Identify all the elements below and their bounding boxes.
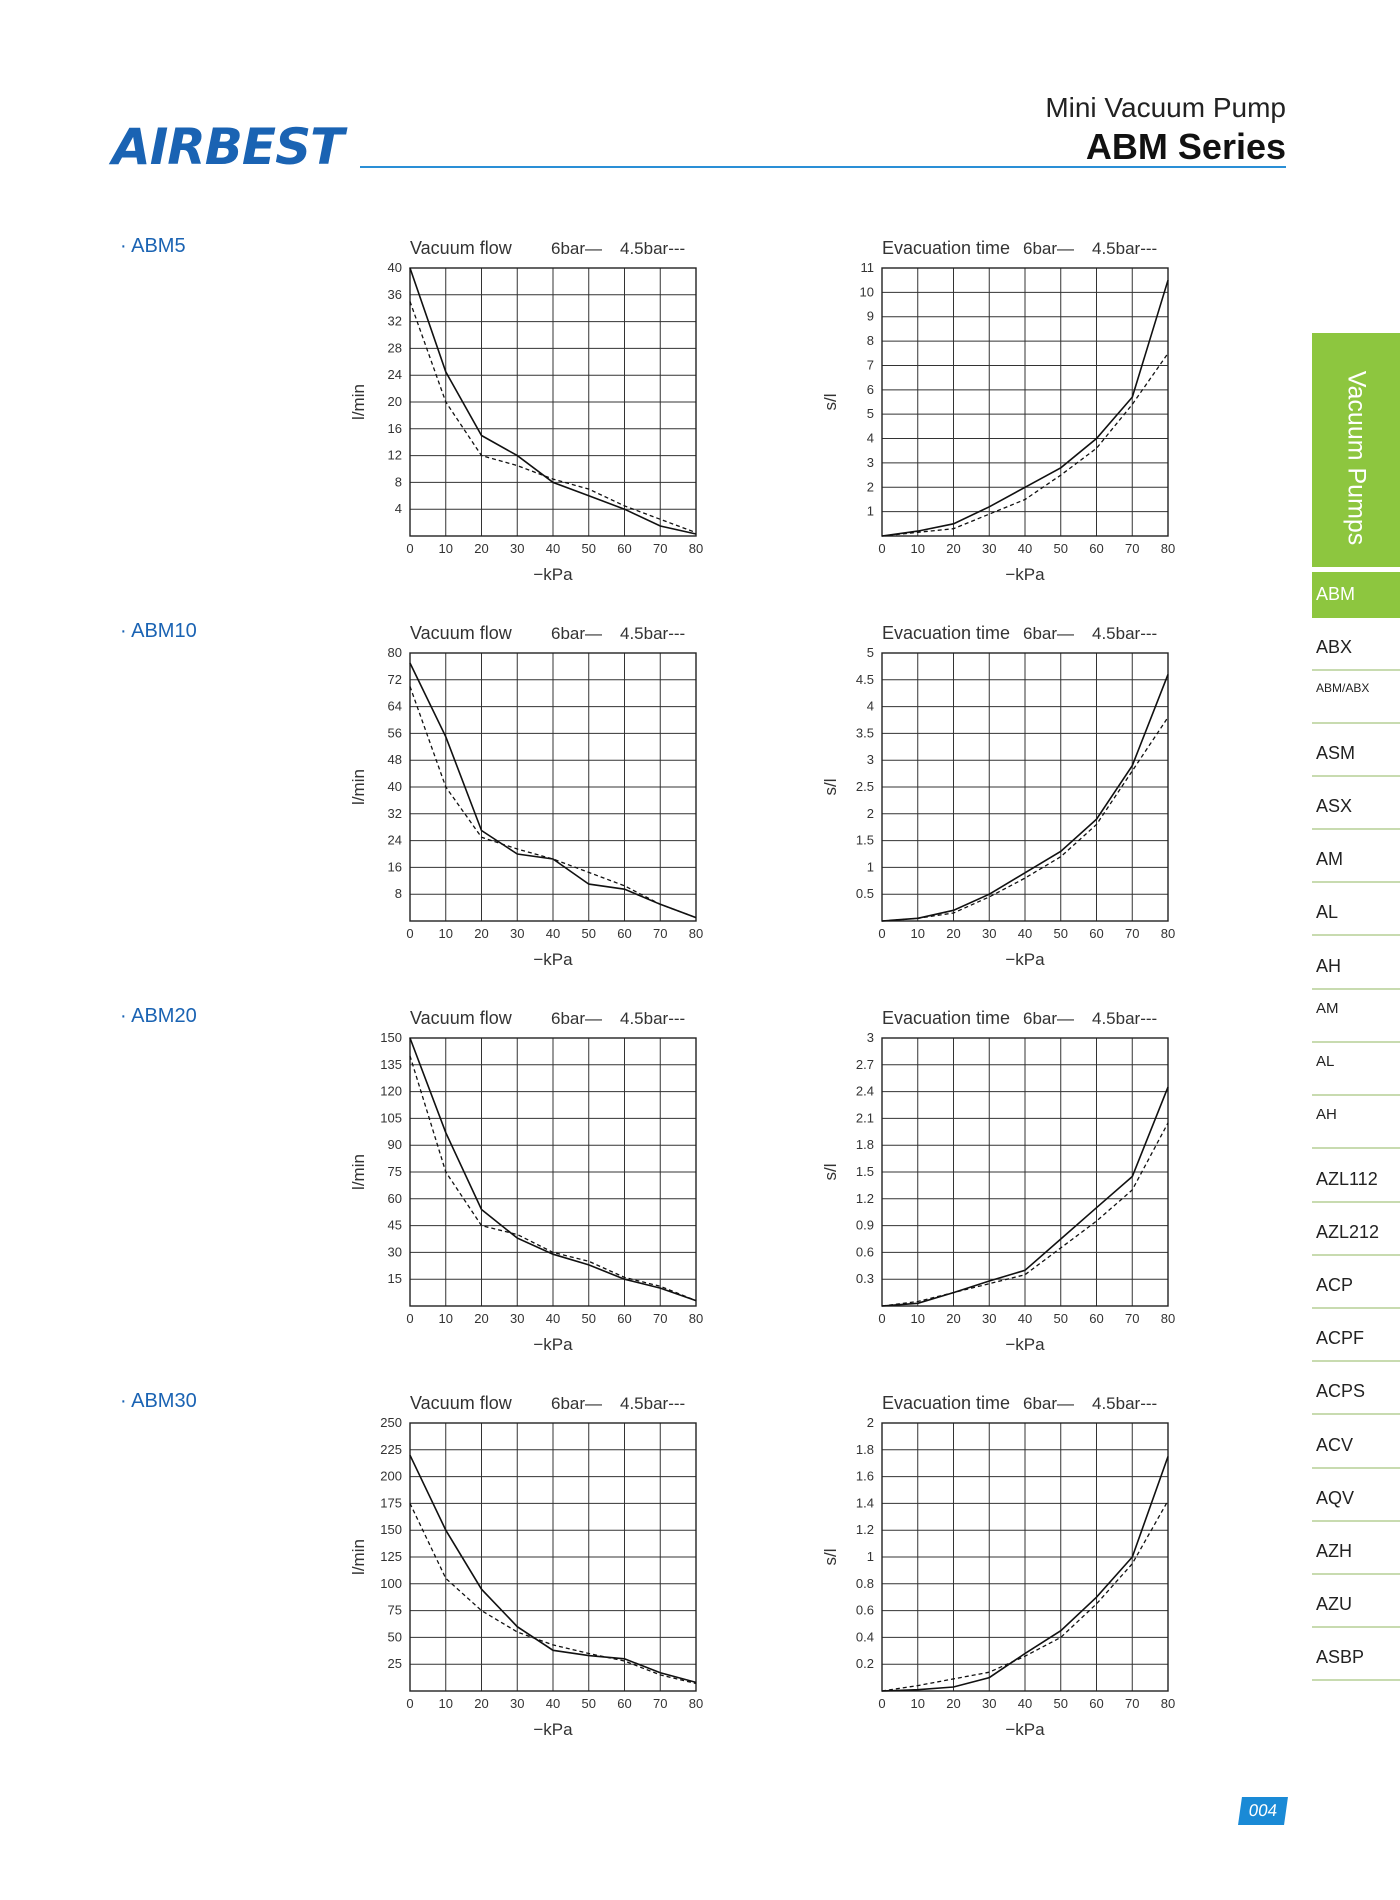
x-tick-label: 60: [617, 926, 632, 941]
y-tick-label: 9: [866, 308, 874, 324]
sidebar-tab-label: ABM/ABX: [1316, 681, 1370, 695]
y-tick-label: 6: [866, 381, 874, 397]
y-tick-label: 45: [387, 1217, 402, 1233]
y-tick-label: 64: [387, 698, 402, 714]
x-tick-label: 0: [878, 541, 886, 556]
y-tick-label: 75: [387, 1164, 402, 1179]
chart-title: Evacuation time: [882, 1008, 1011, 1028]
sidebar-tab-6[interactable]: [1312, 837, 1400, 883]
sidebar-tab-label: ABM: [1316, 584, 1356, 604]
x-tick-label: 50: [1053, 1696, 1068, 1711]
sidebar-tab-18[interactable]: [1312, 1476, 1400, 1522]
x-tick-label: 10: [910, 1311, 925, 1326]
y-tick-label: 72: [387, 671, 402, 687]
y-tick-label: 3: [866, 1030, 874, 1045]
x-tick-label: 70: [1125, 926, 1140, 941]
x-tick-label: 60: [1089, 1311, 1104, 1326]
y-tick-label: 2: [866, 479, 874, 495]
x-tick-label: 40: [1017, 1311, 1033, 1326]
y-tick-label: 1.2: [855, 1190, 874, 1206]
y-axis-label: s/l: [821, 778, 840, 796]
x-tick-label: 60: [617, 1311, 632, 1326]
y-tick-label: 1.6: [855, 1468, 874, 1484]
y-tick-label: 5: [866, 645, 874, 660]
x-tick-label: 10: [438, 541, 453, 556]
y-tick-label: 24: [387, 832, 402, 848]
x-tick-label: 30: [982, 541, 997, 556]
y-tick-label: 1: [866, 1549, 874, 1564]
y-tick-label: 0.9: [855, 1217, 874, 1233]
y-tick-label: 20: [387, 394, 402, 409]
y-tick-label: 8: [394, 474, 402, 490]
y-tick-label: 8: [866, 333, 874, 349]
sidebar-tab-label: AL: [1316, 1053, 1335, 1070]
x-tick-label: 70: [653, 1311, 668, 1326]
y-tick-label: 150: [380, 1522, 402, 1538]
sidebar-tab-13[interactable]: [1312, 1210, 1400, 1256]
x-tick-label: 20: [946, 1311, 961, 1326]
y-tick-label: 135: [380, 1056, 402, 1072]
chart-title: Evacuation time: [882, 623, 1011, 643]
x-tick-label: 80: [1160, 541, 1176, 556]
x-tick-label: 0: [406, 1311, 414, 1326]
legend-6bar: 6bar—: [551, 1009, 603, 1028]
chart-title: Vacuum flow: [410, 1008, 512, 1028]
sidebar-tab-5[interactable]: [1312, 784, 1400, 830]
sidebar-tab-4[interactable]: [1312, 731, 1400, 777]
y-tick-label: 1.5: [855, 1164, 874, 1179]
y-tick-label: 250: [380, 1415, 402, 1430]
y-tick-label: 105: [380, 1110, 402, 1126]
x-tick-label: 50: [1053, 541, 1068, 556]
y-tick-label: 4: [866, 430, 874, 446]
legend-45bar: 4.5bar---: [620, 239, 686, 258]
x-axis-label: −kPa: [1005, 1720, 1045, 1739]
x-tick-label: 80: [688, 541, 704, 556]
x-tick-label: 20: [474, 541, 489, 556]
y-tick-label: 1.8: [855, 1441, 874, 1457]
y-tick-label: 1.2: [855, 1522, 874, 1538]
legend-45bar: 4.5bar---: [620, 1394, 686, 1413]
x-axis-label: −kPa: [1005, 565, 1045, 584]
y-tick-label: 36: [387, 286, 402, 302]
sidebar-tab-17[interactable]: [1312, 1423, 1400, 1469]
sidebar-tab-2[interactable]: [1312, 625, 1400, 671]
sidebar-tab-20[interactable]: [1312, 1582, 1400, 1628]
y-tick-label: 16: [387, 859, 402, 875]
y-tick-label: 32: [387, 313, 402, 329]
x-tick-label: 50: [581, 541, 596, 556]
y-tick-label: 1: [866, 859, 874, 875]
y-tick-label: 56: [387, 725, 402, 741]
x-tick-label: 30: [982, 1696, 997, 1711]
x-tick-label: 30: [982, 926, 997, 941]
sidebar-tab-16[interactable]: [1312, 1369, 1400, 1415]
x-tick-label: 60: [617, 541, 632, 556]
x-tick-label: 40: [545, 926, 561, 941]
y-tick-label: 32: [387, 805, 402, 821]
legend-6bar: 6bar—: [1023, 1394, 1075, 1413]
x-tick-label: 40: [545, 1696, 561, 1711]
sidebar-tab-label: AH: [1316, 1106, 1337, 1123]
airbest-logo: AIRBEST: [112, 118, 344, 176]
y-tick-label: 2: [866, 805, 874, 821]
y-tick-label: 40: [387, 779, 402, 794]
x-tick-label: 30: [510, 541, 525, 556]
sidebar-tab-label: ACV: [1316, 1435, 1354, 1455]
y-tick-label: 28: [387, 340, 402, 356]
sidebar-tab-1[interactable]: [1312, 572, 1400, 618]
y-tick-label: 200: [380, 1468, 402, 1484]
y-tick-label: 24: [387, 367, 402, 383]
y-tick-label: 1: [866, 503, 874, 519]
y-tick-label: 12: [387, 447, 402, 463]
x-tick-label: 10: [438, 1696, 453, 1711]
y-tick-label: 0.2: [855, 1656, 874, 1672]
x-tick-label: 20: [946, 1696, 961, 1711]
y-tick-label: 0.8: [855, 1575, 874, 1591]
y-tick-label: 1.8: [855, 1137, 874, 1153]
x-tick-label: 70: [653, 926, 668, 941]
y-tick-label: 4.5: [855, 671, 874, 687]
y-tick-label: 60: [387, 1190, 402, 1206]
x-tick-label: 10: [438, 1311, 453, 1326]
y-tick-label: 4: [866, 698, 874, 714]
y-tick-label: 0.6: [855, 1244, 874, 1260]
x-tick-label: 60: [617, 1696, 632, 1711]
page-number: 004: [1238, 1797, 1288, 1825]
y-tick-label: 7: [866, 357, 874, 373]
x-tick-label: 40: [545, 1311, 561, 1326]
y-tick-label: 225: [380, 1441, 402, 1457]
page-title: ABM Series: [1085, 126, 1286, 167]
sidebar-tab-19[interactable]: [1312, 1529, 1400, 1575]
y-axis-label: l/min: [349, 1539, 368, 1575]
y-tick-label: 75: [387, 1602, 402, 1618]
x-tick-label: 70: [1125, 1696, 1140, 1711]
x-axis-label: −kPa: [533, 950, 573, 969]
x-tick-label: 40: [1017, 926, 1033, 941]
y-axis-label: l/min: [349, 769, 368, 805]
y-tick-label: 50: [387, 1629, 402, 1645]
x-tick-label: 0: [878, 926, 886, 941]
sidebar-tab-label: ABX: [1316, 637, 1353, 657]
x-tick-label: 70: [1125, 1311, 1140, 1326]
y-tick-label: 5: [866, 406, 874, 422]
x-tick-label: 80: [1160, 926, 1176, 941]
x-tick-label: 20: [474, 1311, 489, 1326]
sidebar-tab-label: AZH: [1316, 1541, 1352, 1561]
x-axis-label: −kPa: [1005, 950, 1045, 969]
y-tick-label: 1.4: [855, 1495, 874, 1511]
x-axis-label: −kPa: [533, 565, 573, 584]
sidebar-tab-10[interactable]: [1312, 1050, 1400, 1096]
x-tick-label: 20: [474, 1696, 489, 1711]
x-tick-label: 80: [1160, 1696, 1176, 1711]
x-tick-label: 80: [688, 1696, 704, 1711]
y-tick-label: 0.5: [855, 886, 874, 902]
x-tick-label: 30: [982, 1311, 997, 1326]
x-axis-label: −kPa: [1005, 1335, 1045, 1354]
x-tick-label: 60: [1089, 926, 1104, 941]
legend-6bar: 6bar—: [551, 624, 603, 643]
y-axis-label: l/min: [349, 1154, 368, 1190]
x-tick-label: 0: [878, 1311, 886, 1326]
x-tick-label: 20: [946, 926, 961, 941]
y-tick-label: 2.5: [855, 779, 874, 794]
y-tick-label: 1.5: [855, 832, 874, 848]
sidebar-tab-label: ASM: [1316, 743, 1356, 763]
y-tick-label: 125: [380, 1549, 402, 1564]
sidebar-tab-label: AH: [1316, 956, 1342, 976]
y-tick-label: 15: [387, 1271, 402, 1287]
sidebar-tab-12[interactable]: [1312, 1157, 1400, 1203]
sidebar-tab-15[interactable]: [1312, 1316, 1400, 1362]
legend-45bar: 4.5bar---: [1092, 239, 1158, 258]
x-tick-label: 30: [510, 1311, 525, 1326]
y-axis-label: s/l: [821, 1163, 840, 1181]
sidebar-tab-9[interactable]: [1312, 997, 1400, 1043]
sidebar-tab-label: ACP: [1316, 1275, 1354, 1295]
y-tick-label: 90: [387, 1137, 402, 1153]
y-tick-label: 0.3: [855, 1271, 874, 1287]
page-subtitle: Mini Vacuum Pump: [1045, 92, 1286, 123]
x-tick-label: 50: [1053, 1311, 1068, 1326]
x-tick-label: 50: [581, 1696, 596, 1711]
sidebar-tab-label: AM: [1316, 849, 1343, 869]
chart-title: Evacuation time: [882, 238, 1011, 258]
x-tick-label: 80: [688, 1311, 704, 1326]
y-tick-label: 10: [859, 284, 874, 300]
model-label-abm5: · ABM5: [120, 235, 186, 257]
x-axis-label: −kPa: [533, 1720, 573, 1739]
x-tick-label: 40: [545, 541, 561, 556]
sidebar-tab-label: ACPF: [1316, 1328, 1365, 1348]
x-tick-label: 40: [1017, 541, 1033, 556]
y-tick-label: 25: [387, 1656, 402, 1672]
model-label-abm20: · ABM20: [120, 1005, 197, 1027]
sidebar-tab-label: AQV: [1316, 1488, 1355, 1508]
x-tick-label: 70: [653, 541, 668, 556]
legend-45bar: 4.5bar---: [1092, 1009, 1158, 1028]
y-tick-label: 4: [394, 501, 402, 517]
x-tick-label: 80: [688, 926, 704, 941]
x-tick-label: 50: [581, 1311, 596, 1326]
sidebar-tab-21[interactable]: [1312, 1635, 1400, 1681]
y-tick-label: 2.1: [855, 1110, 874, 1126]
x-tick-label: 70: [1125, 541, 1140, 556]
x-tick-label: 60: [1089, 1696, 1104, 1711]
sidebar-tab-label: AZU: [1316, 1594, 1352, 1614]
y-tick-label: 175: [380, 1495, 402, 1511]
sidebar-tab-7[interactable]: [1312, 890, 1400, 936]
x-tick-label: 50: [1053, 926, 1068, 941]
y-tick-label: 150: [380, 1030, 402, 1045]
x-tick-label: 10: [910, 1696, 925, 1711]
x-tick-label: 10: [438, 926, 453, 941]
y-axis-label: s/l: [821, 393, 840, 411]
sidebar-tab-label: AM: [1316, 1000, 1339, 1017]
legend-6bar: 6bar—: [1023, 624, 1075, 643]
x-tick-label: 80: [1160, 1311, 1176, 1326]
sidebar-tab-label: AL: [1316, 902, 1339, 922]
sidebar-tab-label: ACPS: [1316, 1381, 1366, 1401]
sidebar-tab-3[interactable]: [1312, 678, 1400, 724]
x-tick-label: 20: [946, 541, 961, 556]
sidebar-tab-11[interactable]: [1312, 1103, 1400, 1149]
sidebar-tab-label: AZL112: [1316, 1169, 1378, 1189]
legend-45bar: 4.5bar---: [620, 624, 686, 643]
legend-6bar: 6bar—: [1023, 1009, 1075, 1028]
y-tick-label: 2: [866, 1415, 874, 1430]
sidebar-tab-14[interactable]: [1312, 1263, 1400, 1309]
y-tick-label: 30: [387, 1244, 402, 1260]
y-tick-label: 2.7: [855, 1056, 874, 1072]
legend-6bar: 6bar—: [551, 239, 603, 258]
x-tick-label: 10: [910, 541, 925, 556]
y-tick-label: 120: [380, 1083, 402, 1099]
x-tick-label: 50: [581, 926, 596, 941]
sidebar-tab-label: ASX: [1316, 796, 1353, 816]
sidebar-tab-8[interactable]: [1312, 944, 1400, 990]
y-tick-label: 80: [387, 645, 402, 660]
model-label-abm10: · ABM10: [120, 620, 197, 642]
legend-6bar: 6bar—: [1023, 239, 1075, 258]
legend-45bar: 4.5bar---: [620, 1009, 686, 1028]
legend-45bar: 4.5bar---: [1092, 624, 1158, 643]
y-tick-label: 48: [387, 752, 402, 768]
chart-title: Evacuation time: [882, 1393, 1011, 1413]
sidebar-tab-label: AZL212: [1316, 1222, 1380, 1242]
y-tick-label: 100: [380, 1575, 402, 1591]
y-tick-label: 0.6: [855, 1602, 874, 1618]
x-tick-label: 0: [406, 1696, 414, 1711]
y-tick-label: 0.4: [855, 1629, 874, 1645]
chart-title: Vacuum flow: [410, 623, 512, 643]
x-tick-label: 30: [510, 1696, 525, 1711]
y-tick-label: 2.4: [855, 1083, 874, 1099]
y-tick-label: 3.5: [855, 725, 874, 741]
x-tick-label: 0: [406, 541, 414, 556]
y-tick-label: 11: [860, 260, 874, 275]
y-axis-label: s/l: [821, 1548, 840, 1566]
x-tick-label: 30: [510, 926, 525, 941]
y-axis-label: l/min: [349, 384, 368, 420]
x-axis-label: −kPa: [533, 1335, 573, 1354]
chart-title: Vacuum flow: [410, 238, 512, 258]
x-tick-label: 20: [474, 926, 489, 941]
chart-title: Vacuum flow: [410, 1393, 512, 1413]
x-tick-label: 0: [406, 926, 414, 941]
y-tick-label: 16: [387, 420, 402, 436]
sidebar-section-label: Vacuum Pumps: [1342, 370, 1371, 546]
x-tick-label: 10: [910, 926, 925, 941]
y-tick-label: 40: [387, 260, 402, 275]
x-tick-label: 60: [1089, 541, 1104, 556]
sidebar-tab-label: ASBP: [1316, 1647, 1365, 1667]
y-tick-label: 3: [866, 454, 874, 470]
x-tick-label: 40: [1017, 1696, 1033, 1711]
legend-45bar: 4.5bar---: [1092, 1394, 1158, 1413]
y-tick-label: 3: [866, 752, 874, 768]
legend-6bar: 6bar—: [551, 1394, 603, 1413]
y-tick-label: 8: [394, 886, 402, 902]
sidebar: [1312, 0, 1400, 1900]
x-tick-label: 70: [653, 1696, 668, 1711]
model-label-abm30: · ABM30: [120, 1390, 197, 1412]
x-tick-label: 0: [878, 1696, 886, 1711]
